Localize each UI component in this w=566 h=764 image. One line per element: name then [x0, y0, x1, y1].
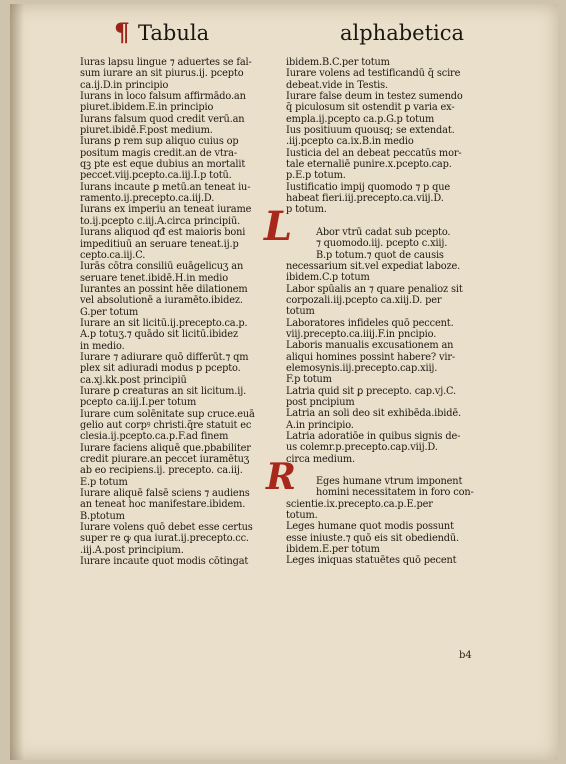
index-entry-line: Latria an soli deo sit exhibēda.ibidē.: [286, 408, 462, 420]
index-entry-line: habeat fieri.iij.precepto.ca.viij.D.: [286, 193, 444, 205]
index-entry-line: G.per totum: [80, 306, 139, 318]
index-entry-line: tale eternaliē punire.x.pcepto.cap.: [286, 159, 452, 171]
index-entry-line: peccet.viij.pcepto.ca.iij.I.p totū.: [80, 170, 232, 182]
index-entry-line: Iurans aliquod qđ est maioris boni: [80, 227, 246, 239]
index-entry-line: F.p totum: [286, 374, 332, 386]
index-entry-line: plex sit adiuradi modus p pcepto.: [80, 363, 241, 375]
index-entry-line: esse iniuste.⁊ quō eis sit obediendū.: [286, 532, 460, 544]
index-entry-line: circa medium.: [286, 453, 356, 465]
page-gutter-shadow: [10, 4, 24, 760]
index-entry-line: cepto.ca.iij.C.: [80, 249, 146, 261]
index-entry-line: Iurare an sit licitū.ij.precepto.ca.p.: [80, 317, 248, 329]
index-entry-line: Iusticia del an debeat peccatūs mor-: [286, 147, 462, 159]
index-entry-line: Iurare volens ad testificandū q̄ scire: [286, 68, 461, 80]
header-left: Tabula: [138, 21, 210, 45]
index-entry-line: Laboratores infideles quō peccent.: [286, 317, 454, 329]
index-entry-line: credit piurare.an peccet iuramētuʒ: [80, 454, 250, 466]
index-entry-line: totum.: [286, 510, 318, 522]
index-entry-line: super re ꝙ qua iurat.ij.precepto.cc.: [80, 533, 249, 545]
index-entry-line: Iurare aliquē falsē sciens ⁊ audiens: [80, 488, 250, 500]
index-entry-line: totum: [286, 306, 315, 318]
index-entry-line: Iurans ex imperiu an teneat iurame: [80, 204, 252, 216]
running-header: [10, 18, 558, 52]
index-entry-line: positum magis credit.an de vtra-: [80, 147, 238, 159]
index-entry-line: .iij.A.post principium.: [80, 544, 184, 556]
index-entry-line: ibidem.E.per totum: [286, 544, 380, 556]
index-entry-line: Iurans in loco falsum affirmādo.an: [80, 91, 246, 103]
index-entry-line: elemosynis.iij.precepto.cap.xiij.: [286, 362, 438, 374]
signature-mark: b4: [459, 650, 472, 661]
index-entry-line: seruare tenet.ibidē.H.in medio: [80, 272, 228, 284]
index-entry-line: an teneat hoc manifestare.ibidem.: [80, 499, 246, 511]
index-entry-line: Laboris manualis excusationem an: [286, 340, 454, 352]
index-entry-line: Iurans ꝑ rem sup aliquo cuius op: [80, 136, 239, 148]
index-entry-line: Eges humane vtrum imponent: [316, 476, 463, 488]
right-column-top: [286, 57, 498, 216]
index-entry-line: B.p totum.⁊ quot de causis: [316, 249, 444, 261]
index-entry-line: B.ptotum: [80, 510, 125, 522]
index-entry-line: Leges humane quot modis possunt: [286, 521, 454, 533]
index-entry-line: Latria adoratiōe in quibus signis de-: [286, 431, 461, 442]
index-entry-line: q̄ piculosum sit ostendit ꝑ varia ex-: [286, 102, 455, 114]
index-entry-line: E.p totum: [80, 476, 128, 488]
index-entry-line: viij.precepto.ca.iiij.F.in pncipio.: [286, 328, 437, 340]
index-entry-line: Iustificatio impij quomodo ⁊ p que: [286, 181, 451, 193]
index-entry-line: piuret.ibidē.F.post medium.: [80, 125, 213, 137]
index-entry-line: Abor vtrū cadat sub pcepto.: [316, 226, 451, 238]
index-entry-line: Iurās cōtra consiliū euāgelicuʒ an: [80, 261, 244, 273]
header-right: alphabetica: [340, 21, 465, 45]
section-l: [264, 202, 498, 465]
index-entry-line: A.in principio.: [286, 419, 354, 431]
index-entry-line: in medio.: [80, 340, 125, 352]
index-entry-line: impeditiuū an seruare teneat.ij.p: [80, 238, 239, 250]
index-entry-line: Iurans incaute ꝑ metū.an teneat iu-: [80, 181, 251, 193]
index-entry-line: Leges iniquas statuētes quō pecent: [286, 555, 457, 567]
index-entry-line: A.p totuʒ.⁊ quādo sit licitū.ibidez: [80, 329, 238, 341]
initial-capital-r: R: [266, 456, 296, 499]
index-entry-line: corpozali.iij.pcepto ca.xiij.D. per: [286, 294, 442, 306]
index-entry-line: aliqui homines possint habere? vir-: [286, 351, 456, 363]
index-entry-line: ca.ij.D.in principio: [80, 79, 169, 91]
index-entry-line: p.E.p totum.: [286, 170, 346, 182]
index-entry-line: to.ij.pcepto c.iij.A.circa principiū.: [80, 215, 241, 227]
index-entry-line: Ius positiuum quousq; se extendat.: [286, 125, 455, 137]
index-entry-line: debeat.vide in Testis.: [286, 79, 388, 91]
index-entry-line: pcepto ca.iij.I.per totum: [80, 397, 197, 409]
index-entry-line: ibidem.C.p totum: [286, 272, 370, 284]
index-entry-line: piuret.ibidem.E.in principio: [80, 102, 214, 114]
index-entry-line: p totum.: [286, 204, 327, 216]
index-entry-line: Labor spūalis an ⁊ quare penalioz sit: [286, 283, 463, 295]
index-entry-line: Iuras lapsu lingue ⁊ aduertes se fal-: [80, 57, 252, 68]
index-entry-line: Iurare incaute quot modis cōtingat: [80, 556, 249, 568]
index-entry-line: gelio aut corpꝰ christi.q̄re statuit ec: [80, 420, 252, 431]
index-entry-line: Iurare ⁊ adiurare quō differūt.⁊ qm: [80, 351, 249, 363]
index-entry-line: Latria quid sit ꝑ precepto. cap.vj.C.: [286, 385, 457, 397]
initial-capital-l: L: [264, 202, 292, 250]
index-entry-line: Iurare faciens aliquē que.pbabiliter: [80, 442, 251, 454]
index-entry-line: ab eo recipiens.ij. precepto. ca.iij.: [80, 465, 243, 477]
index-entry-line: necessarium sit.vel expediat laboze.: [286, 260, 461, 272]
left-column: [80, 57, 282, 567]
index-entry-line: empla.ij.pcepto ca.p.G.p totum: [286, 113, 435, 125]
index-entry-line: Iurans falsum quod credit verū.an: [80, 113, 245, 125]
right-column: [264, 57, 498, 567]
index-entry-line: ibidem.B.C.per totum: [286, 57, 390, 68]
index-entry-line: clesia.ij.pcepto.ca.p.F.ad finem: [80, 431, 229, 443]
paragraph-mark: ¶: [114, 18, 130, 47]
index-entry-line: ca.xj.kk.post principiū: [80, 374, 187, 386]
index-entry-line: ramento.ij.precepto.ca.iij.D.: [80, 193, 215, 205]
index-entry-line: qꝫ pte est eque dubius an mortalit: [80, 159, 246, 171]
index-entry-line: homini necessitatem in foro con-: [316, 487, 474, 499]
index-entry-line: Iurare cum solēnitate sup cruce.euā: [80, 408, 255, 420]
index-entry-line: Iurantes an possint hēe dilationem: [80, 283, 248, 295]
index-entry-line: post pncipium: [286, 396, 355, 408]
index-entry-line: sum iurare an sit piurus.ij. pcepto: [80, 68, 244, 80]
index-entry-line: ⁊ quomodo.iij. pcepto c.xiij.: [316, 238, 448, 250]
index-entry-line: vel absolutionē a iuramēto.ibidez.: [80, 295, 243, 307]
index-entry-line: .iij.pcepto ca.ix.B.in medio: [286, 136, 414, 148]
manuscript-page: [10, 4, 558, 760]
index-entry-line: Iurare volens quō debet esse certus: [80, 522, 253, 534]
index-entry-line: Iurare false deum in testez sumendo: [286, 91, 463, 103]
index-entry-line: scientie.ix.precepto.ca.p.E.per: [286, 498, 433, 510]
index-entry-line: us colemr.p.precepto.cap.viij.D.: [286, 442, 438, 454]
index-entry-line: Iurare ꝑ creaturas an sit licitum.ij.: [80, 385, 247, 397]
